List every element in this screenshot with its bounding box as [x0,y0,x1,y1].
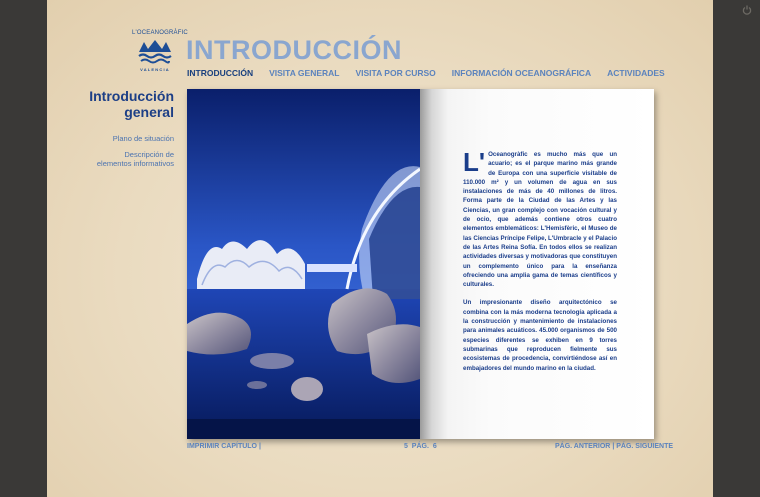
footer-separator: | [258,443,261,450]
footer-separator-2: | [612,443,615,450]
dropcap: L' [463,147,486,177]
nav-informacion-oceanografica[interactable]: INFORMACIÓN OCEANOGRÁFICA [451,68,592,78]
nav-visita-por-curso[interactable]: VISITA POR CURSO [355,68,436,78]
sidebar-link-descripcion-line1: Descripción de [124,149,174,159]
nav-visita-general[interactable]: VISITA GENERAL [269,68,340,78]
logo-city: VALENCIA [140,67,170,72]
next-page-link[interactable]: PÁG. SIGUIENTE [616,443,674,450]
page-indicator [404,443,437,450]
print-chapter [187,443,261,450]
sidebar-heading [34,88,174,120]
paragraph-1-text: Oceanogràfic es mucho más que un acuario; es el parque marino más grande de Europa con una superficie visitable de 110.000 m² y un volumen de agua en sus instalaciones de más de 40 millones de litros. Forma parte de la Ciudad de las Artes y las Ciencias, un gran complejo con vocación cultural y de ocio, que además contiene otros cuatro elementos emblemáticos: L'Hemisfèric, el Museo de las Ciencias Príncipe Felipe, L'Umbracle y el Palacio de las Artes Reina Sofía. En todos ellos se realizan actividades diversas y motivadoras que constituyen un complemento único para la enseñanza ofreciendo una amplia gama de temas científicos y culturales. [463,151,617,289]
print-chapter-link[interactable]: IMPRIMIR CAPÍTULO [187,443,257,450]
sidebar-heading-line1: Introducción [89,88,174,104]
oceanografic-photo [187,89,420,439]
nav-actividades[interactable]: ACTIVIDADES [607,68,665,78]
sidebar-link-descripcion[interactable] [34,150,174,169]
open-book [187,89,654,439]
sidebar-link-descripcion-line2: elementos informativos [96,159,174,168]
page-navigation [555,443,673,450]
text-page [420,89,654,439]
power-icon[interactable] [742,5,752,15]
nav-introduccion[interactable]: INTRODUCCIÓN [187,68,254,78]
sidebar-link-plano[interactable]: Plano de situación [112,134,174,143]
main-nav [187,68,681,78]
sidebar-heading-line2: general [124,104,174,120]
page-right-number: 6 [432,443,437,450]
logo-wordmark: L'OCEANOGRÀFIC [132,30,188,36]
page-left-number: 5 [404,443,408,450]
paragraph-1 [463,147,617,289]
section-title: INTRODUCCIÓN [186,35,402,65]
previous-page-link[interactable]: PÁG. ANTERIOR [555,443,611,450]
crown-waves-logo-icon [137,38,173,66]
page-label: PÁG. [411,443,429,450]
sidebar [34,88,174,169]
oceanografic-logo [132,30,188,74]
paragraph-2: Un impresionante diseño arquitectónico se combina con la más moderna tecnología aplicada a la construcción y mantenimiento de instalaciones para animales acuáticos. 45.000 organismos de 500 especies diferentes se exhiben en 9 torres submarinas que reproducen fielmente sus ecosistemas de procedencia, convirtiéndose así en embajadores del mundo marino en la ciudad. [463,299,617,372]
text-column [463,147,617,382]
